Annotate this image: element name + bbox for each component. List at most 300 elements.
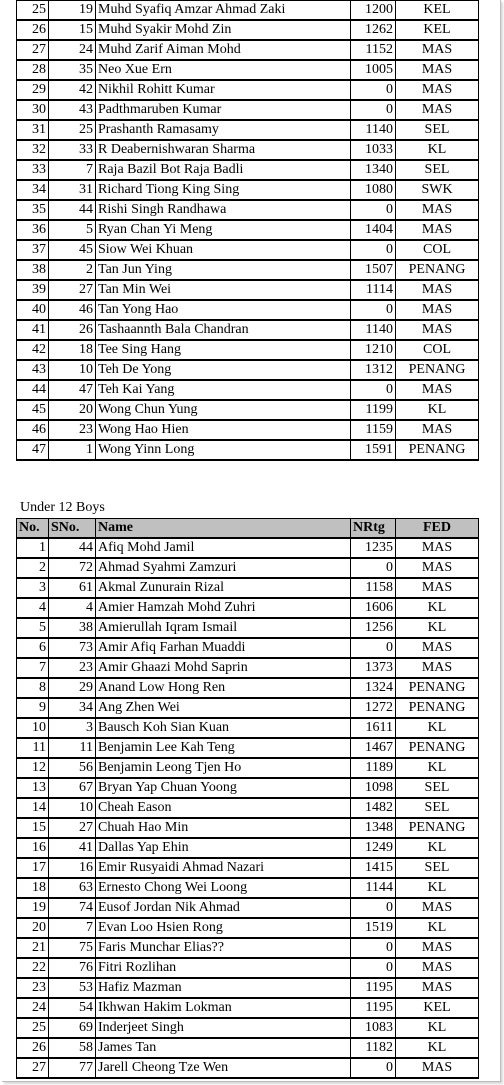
cell-no: 2 <box>17 558 49 578</box>
cell-name: Benjamin Leong Tjen Ho <box>96 758 351 778</box>
cell-nrtg: 1312 <box>351 360 396 380</box>
cell-no: 5 <box>17 618 49 638</box>
cell-fed: MAS <box>396 578 479 598</box>
cell-sno: 44 <box>49 200 96 220</box>
cell-no: 27 <box>17 1058 49 1078</box>
table-row <box>17 360 479 380</box>
cell-name: Amier Hamzah Mohd Zuhri <box>96 598 351 618</box>
cell-sno: 27 <box>49 280 96 300</box>
cell-fed: MAS <box>396 1058 479 1078</box>
cell-sno: 72 <box>49 558 96 578</box>
table-row <box>17 978 479 998</box>
cell-name: Cheah Eason <box>96 798 351 818</box>
cell-nrtg: 0 <box>351 240 396 260</box>
table-row <box>17 598 479 618</box>
cell-fed: MAS <box>396 220 479 240</box>
cell-no: 27 <box>17 40 49 60</box>
cell-nrtg: 0 <box>351 300 396 320</box>
cell-sno: 38 <box>49 618 96 638</box>
players-table-continued <box>16 0 479 461</box>
section-title: Under 12 Boys <box>20 500 105 515</box>
cell-name: Richard Tiong King Sing <box>96 180 351 200</box>
table-row <box>17 758 479 778</box>
cell-fed: KL <box>396 1018 479 1038</box>
table-row <box>17 558 479 578</box>
cell-nrtg: 1098 <box>351 778 396 798</box>
cell-sno: 23 <box>49 420 96 440</box>
cell-sno: 47 <box>49 380 96 400</box>
table-row <box>17 538 479 558</box>
cell-nrtg: 1189 <box>351 758 396 778</box>
cell-name: Tan Jun Ying <box>96 260 351 280</box>
table-row <box>17 240 479 260</box>
cell-fed: KL <box>396 140 479 160</box>
cell-no: 19 <box>17 898 49 918</box>
cell-no: 44 <box>17 380 49 400</box>
cell-no: 17 <box>17 858 49 878</box>
cell-fed: KL <box>396 838 479 858</box>
cell-name: Prashanth Ramasamy <box>96 120 351 140</box>
cell-fed: SEL <box>396 798 479 818</box>
cell-sno: 74 <box>49 898 96 918</box>
table-row <box>17 180 479 200</box>
table-row <box>17 878 479 898</box>
cell-nrtg: 1482 <box>351 798 396 818</box>
cell-fed: KL <box>396 400 479 420</box>
cell-nrtg: 1033 <box>351 140 396 160</box>
cell-name: Afiq Mohd Jamil <box>96 538 351 558</box>
cell-nrtg: 1200 <box>351 1 396 21</box>
cell-nrtg: 0 <box>351 200 396 220</box>
cell-nrtg: 1158 <box>351 578 396 598</box>
table-row <box>17 918 479 938</box>
cell-no: 41 <box>17 320 49 340</box>
cell-no: 18 <box>17 878 49 898</box>
cell-no: 26 <box>17 20 49 40</box>
cell-sno: 15 <box>49 20 96 40</box>
players-table-body <box>17 1 479 461</box>
cell-nrtg: 1591 <box>351 440 396 460</box>
table-row <box>17 638 479 658</box>
cell-no: 23 <box>17 978 49 998</box>
table-row <box>17 1038 479 1058</box>
cell-nrtg: 1249 <box>351 838 396 858</box>
cell-nrtg: 1195 <box>351 978 396 998</box>
cell-nrtg: 1114 <box>351 280 396 300</box>
cell-fed: MAS <box>396 200 479 220</box>
cell-nrtg: 1256 <box>351 618 396 638</box>
cell-name: Teh De Yong <box>96 360 351 380</box>
cell-nrtg: 0 <box>351 80 396 100</box>
cell-sno: 34 <box>49 698 96 718</box>
cell-fed: MAS <box>396 300 479 320</box>
cell-name: Hafiz Mazman <box>96 978 351 998</box>
cell-sno: 24 <box>49 40 96 60</box>
cell-fed: MAS <box>396 938 479 958</box>
table-row <box>17 578 479 598</box>
table-row <box>17 220 479 240</box>
cell-name: Tee Sing Hang <box>96 340 351 360</box>
cell-no: 29 <box>17 80 49 100</box>
cell-sno: 54 <box>49 998 96 1018</box>
cell-no: 32 <box>17 140 49 160</box>
cell-name: Muhd Syafiq Amzar Ahmad Zaki <box>96 1 351 21</box>
cell-sno: 27 <box>49 818 96 838</box>
table-row <box>17 1058 479 1078</box>
cell-sno: 35 <box>49 60 96 80</box>
cell-fed: KEL <box>396 998 479 1018</box>
cell-no: 7 <box>17 658 49 678</box>
cell-fed: PENANG <box>396 698 479 718</box>
cell-fed: KL <box>396 598 479 618</box>
cell-fed: KL <box>396 758 479 778</box>
cell-nrtg: 1210 <box>351 340 396 360</box>
cell-no: 26 <box>17 1038 49 1058</box>
cell-nrtg: 1606 <box>351 598 396 618</box>
cell-name: Tan Min Wei <box>96 280 351 300</box>
cell-sno: 20 <box>49 400 96 420</box>
cell-name: Akmal Zunurain Rizal <box>96 578 351 598</box>
cell-sno: 11 <box>49 738 96 758</box>
table-row <box>17 60 479 80</box>
cell-name: Faris Munchar Elias?? <box>96 938 351 958</box>
cell-fed: MAS <box>396 80 479 100</box>
cell-sno: 10 <box>49 798 96 818</box>
cell-nrtg: 0 <box>351 100 396 120</box>
cell-fed: COL <box>396 340 479 360</box>
cell-name: Amir Afiq Farhan Muaddi <box>96 638 351 658</box>
cell-fed: MAS <box>396 558 479 578</box>
cell-no: 34 <box>17 180 49 200</box>
cell-name: Tan Yong Hao <box>96 300 351 320</box>
cell-sno: 1 <box>49 440 96 460</box>
cell-nrtg: 1467 <box>351 738 396 758</box>
cell-name: Ahmad Syahmi Zamzuri <box>96 558 351 578</box>
cell-fed: KL <box>396 918 479 938</box>
cell-sno: 2 <box>49 260 96 280</box>
cell-no: 30 <box>17 100 49 120</box>
cell-fed: MAS <box>396 280 479 300</box>
cell-no: 12 <box>17 758 49 778</box>
cell-no: 22 <box>17 958 49 978</box>
cell-fed: KL <box>396 618 479 638</box>
table-row <box>17 340 479 360</box>
cell-fed: PENANG <box>396 678 479 698</box>
table-row <box>17 898 479 918</box>
cell-no: 39 <box>17 280 49 300</box>
cell-nrtg: 1182 <box>351 1038 396 1058</box>
cell-sno: 75 <box>49 938 96 958</box>
cell-no: 33 <box>17 160 49 180</box>
table-header-row <box>17 519 479 539</box>
cell-nrtg: 0 <box>351 1058 396 1078</box>
table-row <box>17 718 479 738</box>
cell-name: Bausch Koh Sian Kuan <box>96 718 351 738</box>
cell-nrtg: 1159 <box>351 420 396 440</box>
table-row <box>17 958 479 978</box>
cell-no: 36 <box>17 220 49 240</box>
cell-nrtg: 1272 <box>351 698 396 718</box>
cell-name: Dallas Yap Ehin <box>96 838 351 858</box>
cell-sno: 33 <box>49 140 96 160</box>
cell-name: Wong Yinn Long <box>96 440 351 460</box>
table-row <box>17 200 479 220</box>
cell-fed: MAS <box>396 420 479 440</box>
cell-name: Ikhwan Hakim Lokman <box>96 998 351 1018</box>
cell-name: Amierullah Iqram Ismail <box>96 618 351 638</box>
cell-sno: 58 <box>49 1038 96 1058</box>
table-row <box>17 320 479 340</box>
table-row <box>17 678 479 698</box>
cell-nrtg: 1519 <box>351 918 396 938</box>
table-row <box>17 40 479 60</box>
cell-name: Padthmaruben Kumar <box>96 100 351 120</box>
cell-no: 4 <box>17 598 49 618</box>
cell-no: 45 <box>17 400 49 420</box>
cell-nrtg: 1195 <box>351 998 396 1018</box>
cell-sno: 45 <box>49 240 96 260</box>
cell-nrtg: 1340 <box>351 160 396 180</box>
cell-fed: KEL <box>396 20 479 40</box>
cell-name: Wong Chun Yung <box>96 400 351 420</box>
cell-name: R Deabernishwaran Sharma <box>96 140 351 160</box>
cell-nrtg: 1324 <box>351 678 396 698</box>
table-row <box>17 658 479 678</box>
cell-sno: 4 <box>49 598 96 618</box>
cell-sno: 7 <box>49 918 96 938</box>
cell-name: Inderjeet Singh <box>96 1018 351 1038</box>
table-row <box>17 1 479 21</box>
cell-sno: 16 <box>49 858 96 878</box>
cell-nrtg: 1404 <box>351 220 396 240</box>
table-row <box>17 160 479 180</box>
cell-name: Tashaannth Bala Chandran <box>96 320 351 340</box>
cell-no: 25 <box>17 1 49 21</box>
cell-sno: 26 <box>49 320 96 340</box>
cell-no: 11 <box>17 738 49 758</box>
cell-fed: PENANG <box>396 818 479 838</box>
cell-name: Eusof Jordan Nik Ahmad <box>96 898 351 918</box>
cell-nrtg: 0 <box>351 638 396 658</box>
cell-no: 47 <box>17 440 49 460</box>
cell-nrtg: 1348 <box>351 818 396 838</box>
cell-no: 37 <box>17 240 49 260</box>
cell-fed: PENANG <box>396 260 479 280</box>
cell-sno: 42 <box>49 80 96 100</box>
table-row <box>17 838 479 858</box>
table-row <box>17 80 479 100</box>
cell-name: Ryan Chan Yi Meng <box>96 220 351 240</box>
table-row <box>17 858 479 878</box>
cell-name: Nikhil Rohitt Kumar <box>96 80 351 100</box>
cell-nrtg: 1144 <box>351 878 396 898</box>
cell-sno: 31 <box>49 180 96 200</box>
table-row <box>17 998 479 1018</box>
cell-nrtg: 1083 <box>351 1018 396 1038</box>
cell-no: 6 <box>17 638 49 658</box>
cell-no: 46 <box>17 420 49 440</box>
cell-fed: KEL <box>396 1 479 21</box>
cell-name: Neo Xue Ern <box>96 60 351 80</box>
cell-name: Wong Hao Hien <box>96 420 351 440</box>
cell-sno: 25 <box>49 120 96 140</box>
table-row <box>17 260 479 280</box>
table-row <box>17 798 479 818</box>
cell-name: Muhd Syakir Mohd Zin <box>96 20 351 40</box>
header-no: No. <box>17 519 49 539</box>
cell-sno: 41 <box>49 838 96 858</box>
cell-no: 25 <box>17 1018 49 1038</box>
cell-name: Amir Ghaazi Mohd Saprin <box>96 658 351 678</box>
cell-fed: MAS <box>396 538 479 558</box>
cell-nrtg: 1262 <box>351 20 396 40</box>
cell-name: Chuah Hao Min <box>96 818 351 838</box>
cell-nrtg: 1507 <box>351 260 396 280</box>
cell-nrtg: 0 <box>351 558 396 578</box>
cell-fed: KL <box>396 1038 479 1058</box>
cell-name: Siow Wei Khuan <box>96 240 351 260</box>
cell-sno: 3 <box>49 718 96 738</box>
cell-no: 1 <box>17 538 49 558</box>
table-row <box>17 280 479 300</box>
cell-no: 21 <box>17 938 49 958</box>
cell-sno: 46 <box>49 300 96 320</box>
cell-name: Teh Kai Yang <box>96 380 351 400</box>
table-row <box>17 738 479 758</box>
cell-no: 9 <box>17 698 49 718</box>
table-row <box>17 818 479 838</box>
table-row <box>17 300 479 320</box>
cell-no: 35 <box>17 200 49 220</box>
cell-sno: 10 <box>49 360 96 380</box>
header-name: Name <box>96 519 351 539</box>
cell-sno: 67 <box>49 778 96 798</box>
document-page <box>2 0 501 1082</box>
cell-name: Rishi Singh Randhawa <box>96 200 351 220</box>
header-fed: FED <box>396 519 479 539</box>
cell-nrtg: 1140 <box>351 320 396 340</box>
cell-nrtg: 1152 <box>351 40 396 60</box>
cell-sno: 73 <box>49 638 96 658</box>
cell-nrtg: 1199 <box>351 400 396 420</box>
cell-nrtg: 1415 <box>351 858 396 878</box>
cell-no: 16 <box>17 838 49 858</box>
cell-sno: 69 <box>49 1018 96 1038</box>
cell-sno: 23 <box>49 658 96 678</box>
cell-sno: 61 <box>49 578 96 598</box>
cell-sno: 5 <box>49 220 96 240</box>
cell-name: Fitri Rozlihan <box>96 958 351 978</box>
cell-no: 31 <box>17 120 49 140</box>
cell-fed: SEL <box>396 858 479 878</box>
table-row <box>17 420 479 440</box>
cell-no: 14 <box>17 798 49 818</box>
cell-nrtg: 0 <box>351 898 396 918</box>
header-nrtg: NRtg <box>351 519 396 539</box>
cell-fed: MAS <box>396 658 479 678</box>
table-row <box>17 100 479 120</box>
cell-fed: MAS <box>396 958 479 978</box>
table-row <box>17 1018 479 1038</box>
cell-fed: PENANG <box>396 738 479 758</box>
cell-fed: COL <box>396 240 479 260</box>
cell-sno: 76 <box>49 958 96 978</box>
table-row <box>17 938 479 958</box>
cell-fed: MAS <box>396 40 479 60</box>
cell-no: 15 <box>17 818 49 838</box>
cell-sno: 53 <box>49 978 96 998</box>
table-row <box>17 120 479 140</box>
cell-sno: 19 <box>49 1 96 21</box>
cell-name: Emir Rusyaidi Ahmad Nazari <box>96 858 351 878</box>
cell-sno: 63 <box>49 878 96 898</box>
cell-fed: MAS <box>396 320 479 340</box>
cell-fed: PENANG <box>396 360 479 380</box>
cell-fed: KL <box>396 878 479 898</box>
cell-no: 28 <box>17 60 49 80</box>
cell-name: Raja Bazil Bot Raja Badli <box>96 160 351 180</box>
cell-sno: 18 <box>49 340 96 360</box>
cell-sno: 43 <box>49 100 96 120</box>
cell-name: Muhd Zarif Aiman Mohd <box>96 40 351 60</box>
cell-name: Ernesto Chong Wei Loong <box>96 878 351 898</box>
cell-no: 20 <box>17 918 49 938</box>
cell-fed: SEL <box>396 160 479 180</box>
cell-fed: SEL <box>396 778 479 798</box>
cell-fed: MAS <box>396 60 479 80</box>
cell-no: 38 <box>17 260 49 280</box>
cell-fed: MAS <box>396 898 479 918</box>
cell-no: 24 <box>17 998 49 1018</box>
cell-name: Ang Zhen Wei <box>96 698 351 718</box>
cell-no: 42 <box>17 340 49 360</box>
cell-name: Benjamin Lee Kah Teng <box>96 738 351 758</box>
cell-nrtg: 1005 <box>351 60 396 80</box>
cell-fed: SWK <box>396 180 479 200</box>
table-row <box>17 778 479 798</box>
cell-sno: 44 <box>49 538 96 558</box>
cell-fed: SEL <box>396 120 479 140</box>
cell-sno: 56 <box>49 758 96 778</box>
cell-sno: 7 <box>49 160 96 180</box>
table-row <box>17 440 479 460</box>
cell-no: 8 <box>17 678 49 698</box>
table-row <box>17 618 479 638</box>
cell-nrtg: 0 <box>351 938 396 958</box>
cell-name: Jarell Cheong Tze Wen <box>96 1058 351 1078</box>
cell-fed: MAS <box>396 100 479 120</box>
cell-name: James Tan <box>96 1038 351 1058</box>
cell-no: 13 <box>17 778 49 798</box>
table-row <box>17 380 479 400</box>
cell-no: 43 <box>17 360 49 380</box>
table-row <box>17 20 479 40</box>
cell-nrtg: 1611 <box>351 718 396 738</box>
cell-sno: 77 <box>49 1058 96 1078</box>
cell-fed: MAS <box>396 978 479 998</box>
cell-nrtg: 1080 <box>351 180 396 200</box>
cell-no: 3 <box>17 578 49 598</box>
cell-nrtg: 0 <box>351 958 396 978</box>
cell-name: Bryan Yap Chuan Yoong <box>96 778 351 798</box>
header-sno: SNo. <box>49 519 96 539</box>
cell-fed: KL <box>396 718 479 738</box>
cell-fed: MAS <box>396 638 479 658</box>
cell-nrtg: 1140 <box>351 120 396 140</box>
cell-nrtg: 1235 <box>351 538 396 558</box>
table-row <box>17 400 479 420</box>
players-table-body <box>17 538 479 1078</box>
